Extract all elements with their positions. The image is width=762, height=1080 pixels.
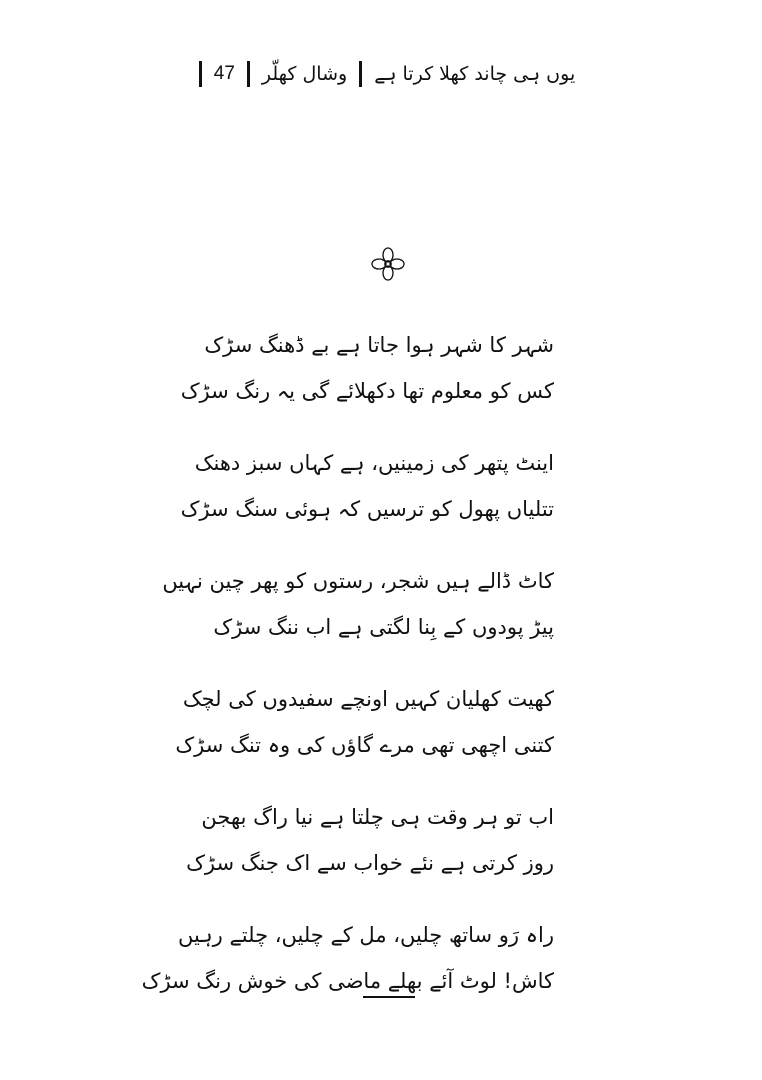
verse-line: پیڑ پودوں کے بِنا لگتی ہے اب ننگ سڑک <box>213 615 554 639</box>
poem <box>141 322 554 1030</box>
verse-line: کس کو معلوم تھا دکھلائے گی یہ رنگ سڑک <box>180 379 554 403</box>
verse-line: کتنی اچھی تھی مرے گاؤں کی وہ تنگ سڑک <box>175 733 554 757</box>
verse-line: کھیت کھلیان کہیں اونچے سفیدوں کی لچک <box>182 687 554 711</box>
stanza <box>162 558 554 676</box>
book-title: یوں ہی چاند کھلا کرتا ہے <box>374 63 576 85</box>
verse-line: تتلیاں پھول کو ترسیں کہ ہوئی سنگ سڑک <box>180 497 554 521</box>
header-separator <box>199 61 202 87</box>
page-number: 47 <box>213 63 235 84</box>
stanza <box>180 440 554 558</box>
verse-line: اب تو ہر وقت ہی چلتا ہے نیا راگ بھجن <box>201 805 554 829</box>
verse-line: شہر کا شہر ہوا جاتا ہے بے ڈھنگ سڑک <box>204 333 554 357</box>
verse-line: راہ رَو ساتھ چلیں، مل کے چلیں، چلتے رہیں <box>178 923 554 947</box>
stanza <box>175 676 554 794</box>
verse-line: اینٹ پتھر کی زمینیں، ہے کہاں سبز دھنک <box>194 451 554 475</box>
running-header <box>0 58 762 90</box>
verse-line: کاش! لوٹ آئے بھلے ماضی کی خوش رنگ سڑک <box>141 969 554 993</box>
verse-line: کاٹ ڈالے ہیں شجر، رستوں کو پھر چین نہیں <box>162 569 554 593</box>
stanza <box>141 912 554 1030</box>
stanza <box>180 322 554 440</box>
stanza <box>186 794 554 912</box>
flower-icon <box>370 246 406 282</box>
end-rule <box>363 996 415 998</box>
verse-line: روز کرتی ہے نئے خواب سے اک جنگ سڑک <box>186 851 554 875</box>
header-separator <box>359 61 362 87</box>
author-name: وشال کھلّر <box>261 63 348 85</box>
header-separator <box>247 61 250 87</box>
